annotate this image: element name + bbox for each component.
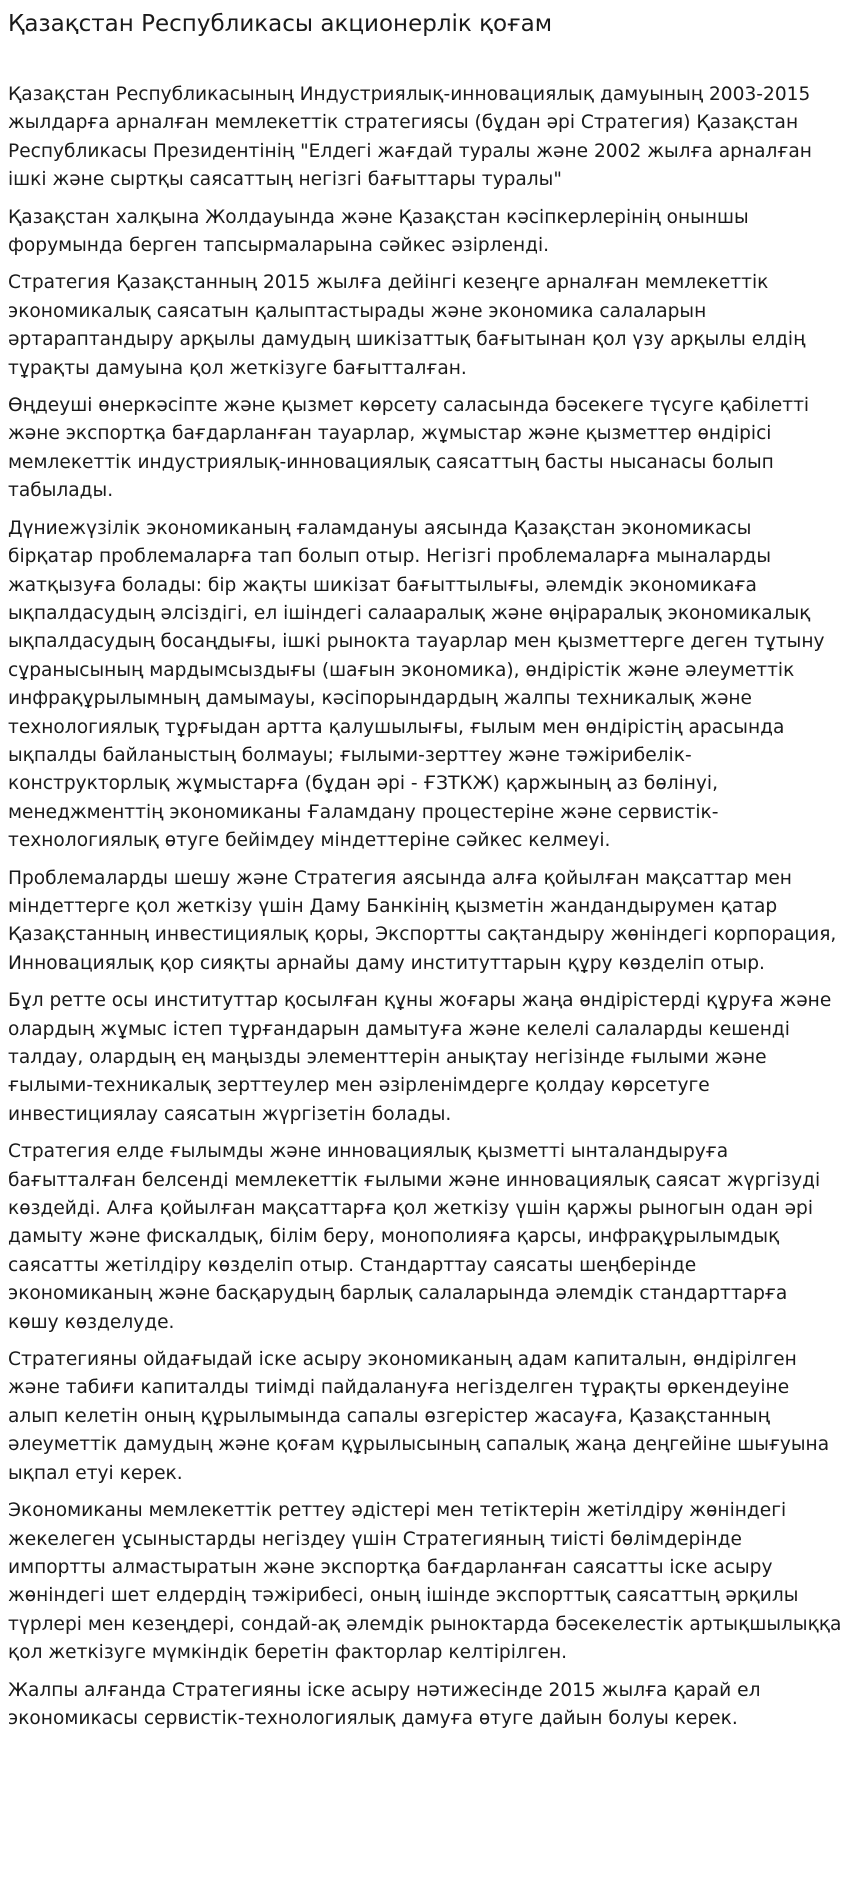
paragraph: Қазақстан халқына Жолдауында және Қазақстан кәсіпкерлерінің оныншы форумында берген тапсырмаларына сәйкес әзірленді. — [8, 206, 749, 257]
paragraph: Стратегия Қазақстанның 2015 жылға дейінгі кезеңге арналған мемлекеттік экономикалық саясатын қалыптастырады және экономика салаларын әртараптандыру арқылы дамудың шикізаттық бағытынан қол үзу арқылы елдің тұрақты дамуына қол жеткізуге бағытталған. — [8, 272, 806, 379]
paragraph: Қазақстан Республикасының Индустриялық-инновациялық дамуының 2003-2015 жылдарға арналған мемлекеттік стратегиясы (бұдан әрі Стратегия) Қазақстан Республикасы Президентінің "Елдегі жағдай туралы және 2002 жылға арналған ішкі және сыртқы саясаттың негізгі бағыттары туралы" — [8, 84, 812, 191]
paragraph: Проблемаларды шешу және Стратегия аясында алға қойылған мақсаттар мен міндеттерге қол жеткізу үшін Даму Банкінің қызметін жандандырумен қатар Қазақстанның инвестициялық қоры, Экспортты сақтандыру жөніндегі корпорация, Инновациялық қор сияқты арнайы даму институттарын құру көзделіп отыр. — [8, 867, 837, 974]
paragraph: Жалпы алғанда Стратегияны іске асыру нәтижесінде 2015 жылға қарай ел экономикасы сервистік-технологиялық дамуға өтуге дайын болуы керек. — [8, 1679, 761, 1729]
page-title: Қазақстан Республикасы акционерлік қоғам — [8, 11, 553, 37]
paragraph: Экономиканы мемлекеттік реттеу әдістері мен тетіктерін жетілдіру жөніндегі жекелеген ұсыныстарды негіздеу үшін Стратегияның тиісті бөлімдерінде импортты алмастыратын және экспортқа бағдарланған саясатты іске асыру жөніндегі шет елдердің тәжірибесі, оның ішінде экспорттық саясаттың әрқилы түрлері мен кезеңдері, сондай-ақ әлемдік рыноктарда бәсекелестік артықшылыққа қол жеткізуге мүмкіндік беретін факторлар келтірілген. — [8, 1500, 842, 1664]
paragraph: Дүниежүзілік экономиканың ғаламдануы аясында Қазақстан экономикасы бірқатар проблемаларға тап болып отыр. Негізгі проблемаларға мыналарды жатқызуға болады: бір жақты шикізат бағыттылығы, әлемдік экономикаға ықпалдасудың әлсіздігі, ел ішіндегі салааралық және өңіраралық экономикалық ықпалдасудың босаңдығы, ішкі рынокта тауарлар мен қызметтерге деген тұтыну сұранысының мардымсыздығы (шағын экономика), өндірістік және әлеуметтік инфрақұрылымның дамымауы, кәсіпорындардың жалпы техникалық және технологиялық тұрғыдан артта қалушылығы, ғылым мен өндірістің арасында ықпалды байланыстың болмауы; ғылыми-зерттеу және тәжірибелік-конструкторлық жұмыстарға (бұдан әрі - ҒЗТКЖ) қаржының аз бөлінуі, менеджменттің экономиканы Ғаламдану процестеріне және сервистік-технологиялық өтуге бейімдеу міндеттеріне сәйкес келмеуі. — [8, 517, 825, 852]
paragraph: Бұл ретте осы институттар қосылған құны жоғары жаңа өндірістерді құруға және олардың жұмыс істеп тұрғандарын дамытуға және келелі салаларды кешенді талдау, олардың ең маңызды элементтерін анықтау негізінде ғылыми және ғылыми-техникалық зерттеулер мен әзірленімдерге қолдау көрсетуге инвестициялау саясатын жүргізетін болады. — [8, 990, 832, 1125]
paragraph: Стратегия елде ғылымды және инновациялық қызметті ынталандыруға бағытталған белсенді мемлекеттік ғылыми және инновациялық саясат жүргізуді көздейді. Алға қойылған мақсаттарға қол жеткізу үшін қаржы рыногын одан әрі дамыту және фискалдық, білім беру, монополияға қарсы, инфрақұрылымдық саясатты жетілдіру көзделіп отыр. Стандарттау саясаты шеңберінде экономиканың және басқарудың барлық салаларында әлемдік стандарттарға көшу көзделуде. — [8, 1141, 821, 1333]
paragraph: Өңдеуші өнеркәсіпте және қызмет көрсету саласында бәсекеге түсуге қабілетті және экспортқа бағдарланған тауарлар, жұмыстар және қызметтер өндірісі мемлекеттік индустриялық-инновациялық саясаттың басты нысанасы болып табылады. — [8, 395, 810, 502]
document-page — [8, 0, 842, 1742]
document-body — [8, 81, 842, 1733]
paragraph: Стратегияны ойдағыдай іске асыру экономиканың адам капиталын, өндірілген және табиғи капиталды тиімді пайдалануға негізделген тұрақты өркендеуіне алып келетін оның құрылымында сапалы өзгерістер жасауға, Қазақстанның әлеуметтік дамудың және қоғам құрылысының сапалық жаңа деңгейіне шығуына ықпал етуі керек. — [8, 1349, 830, 1484]
